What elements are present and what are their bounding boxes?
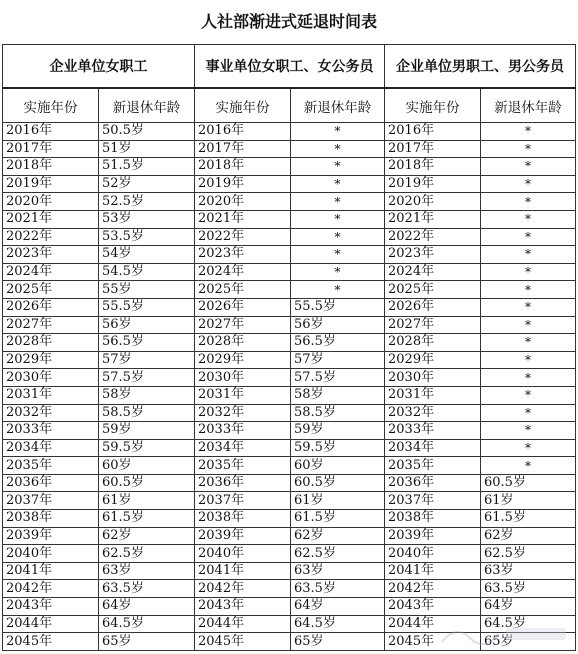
- year-cell: 2018年: [385, 158, 481, 176]
- table-row: [3, 386, 576, 404]
- year-cell: 2044年: [385, 615, 481, 633]
- year-cell: 2019年: [385, 175, 481, 193]
- enterprise-women-age-cell: 51.5岁: [99, 158, 195, 176]
- year-cell: 2033年: [385, 422, 481, 440]
- institution-women-age-cell: 56.5岁: [291, 334, 385, 352]
- year-cell: 2042年: [3, 580, 99, 598]
- enterprise-women-age-cell: 61岁: [99, 492, 195, 510]
- enterprise-women-age-cell: 64岁: [99, 598, 195, 616]
- institution-women-age-cell: 64.5岁: [291, 615, 385, 633]
- institution-women-age-cell: *: [291, 281, 385, 299]
- column-header-age: 新退休年龄: [481, 88, 576, 123]
- enterprise-women-age-cell: 52岁: [99, 175, 195, 193]
- enterprise-women-age-cell: 62岁: [99, 527, 195, 545]
- year-cell: 2023年: [195, 246, 291, 264]
- year-cell: 2017年: [3, 140, 99, 158]
- table-row: [3, 404, 576, 422]
- year-cell: 2026年: [3, 298, 99, 316]
- table-row: [3, 615, 576, 633]
- column-header-year: 实施年份: [195, 88, 291, 123]
- men-age-cell: 62.5岁: [481, 545, 576, 563]
- year-cell: 2025年: [385, 281, 481, 299]
- year-cell: 2039年: [195, 527, 291, 545]
- table-row: [3, 334, 576, 352]
- enterprise-women-age-cell: 64.5岁: [99, 615, 195, 633]
- year-cell: 2034年: [3, 439, 99, 457]
- table-row: [3, 175, 576, 193]
- table-row: [3, 316, 576, 334]
- year-cell: 2021年: [3, 210, 99, 228]
- year-cell: 2034年: [195, 439, 291, 457]
- men-age-cell: *: [481, 123, 576, 141]
- table-row: [3, 422, 576, 440]
- men-age-cell: *: [481, 457, 576, 475]
- year-cell: 2029年: [385, 351, 481, 369]
- year-cell: 2024年: [385, 263, 481, 281]
- men-age-cell: 63岁: [481, 562, 576, 580]
- year-cell: 2019年: [3, 175, 99, 193]
- enterprise-women-age-cell: 54.5岁: [99, 263, 195, 281]
- men-age-cell: *: [481, 158, 576, 176]
- institution-women-age-cell: 57.5岁: [291, 369, 385, 387]
- men-age-cell: 64岁: [481, 598, 576, 616]
- year-cell: 2033年: [195, 422, 291, 440]
- group-header-row: [3, 45, 576, 89]
- year-cell: 2039年: [385, 527, 481, 545]
- enterprise-women-age-cell: 58岁: [99, 386, 195, 404]
- table-row: [3, 298, 576, 316]
- men-age-cell: 64.5岁: [481, 615, 576, 633]
- enterprise-women-age-cell: 54岁: [99, 246, 195, 264]
- institution-women-age-cell: 59岁: [291, 422, 385, 440]
- year-cell: 2041年: [385, 562, 481, 580]
- men-age-cell: 60.5岁: [481, 474, 576, 492]
- institution-women-age-cell: 60岁: [291, 457, 385, 475]
- year-cell: 2016年: [195, 123, 291, 141]
- men-age-cell: *: [481, 316, 576, 334]
- year-cell: 2040年: [385, 545, 481, 563]
- year-cell: 2022年: [3, 228, 99, 246]
- year-cell: 2030年: [195, 369, 291, 387]
- table-row: [3, 474, 576, 492]
- year-cell: 2040年: [3, 545, 99, 563]
- year-cell: 2027年: [385, 316, 481, 334]
- year-cell: 2045年: [385, 633, 481, 651]
- men-age-cell: 62岁: [481, 527, 576, 545]
- year-cell: 2034年: [385, 439, 481, 457]
- year-cell: 2035年: [195, 457, 291, 475]
- year-cell: 2038年: [195, 510, 291, 528]
- institution-women-age-cell: 62岁: [291, 527, 385, 545]
- institution-women-age-cell: *: [291, 228, 385, 246]
- year-cell: 2044年: [3, 615, 99, 633]
- table-row: [3, 545, 576, 563]
- table-row: [3, 580, 576, 598]
- men-age-cell: *: [481, 422, 576, 440]
- men-age-cell: *: [481, 140, 576, 158]
- year-cell: 2025年: [195, 281, 291, 299]
- year-cell: 2032年: [385, 404, 481, 422]
- table-row: [3, 123, 576, 141]
- year-cell: 2017年: [385, 140, 481, 158]
- institution-women-age-cell: 58岁: [291, 386, 385, 404]
- year-cell: 2020年: [385, 193, 481, 211]
- table-row: [3, 439, 576, 457]
- institution-women-age-cell: 60.5岁: [291, 474, 385, 492]
- year-cell: 2028年: [195, 334, 291, 352]
- year-cell: 2022年: [385, 228, 481, 246]
- enterprise-women-age-cell: 58.5岁: [99, 404, 195, 422]
- table-row: [3, 562, 576, 580]
- year-cell: 2020年: [3, 193, 99, 211]
- enterprise-women-age-cell: 53.5岁: [99, 228, 195, 246]
- year-cell: 2030年: [3, 369, 99, 387]
- men-age-cell: 65岁: [481, 633, 576, 651]
- enterprise-women-age-cell: 57.5岁: [99, 369, 195, 387]
- enterprise-women-age-cell: 59.5岁: [99, 439, 195, 457]
- men-age-cell: *: [481, 351, 576, 369]
- institution-women-age-cell: *: [291, 210, 385, 228]
- year-cell: 2043年: [195, 598, 291, 616]
- institution-women-age-cell: 61.5岁: [291, 510, 385, 528]
- column-header-row: [3, 88, 576, 123]
- table-row: [3, 210, 576, 228]
- institution-women-age-cell: 65岁: [291, 633, 385, 651]
- institution-women-age-cell: *: [291, 263, 385, 281]
- enterprise-women-age-cell: 65岁: [99, 633, 195, 651]
- year-cell: 2018年: [3, 158, 99, 176]
- year-cell: 2038年: [385, 510, 481, 528]
- year-cell: 2020年: [195, 193, 291, 211]
- year-cell: 2023年: [3, 246, 99, 264]
- year-cell: 2037年: [3, 492, 99, 510]
- table-row: [3, 263, 576, 281]
- year-cell: 2026年: [195, 298, 291, 316]
- men-age-cell: 61岁: [481, 492, 576, 510]
- column-header-year: 实施年份: [385, 88, 481, 123]
- year-cell: 2018年: [195, 158, 291, 176]
- table-row: [3, 351, 576, 369]
- institution-women-age-cell: *: [291, 193, 385, 211]
- enterprise-women-age-cell: 63岁: [99, 562, 195, 580]
- year-cell: 2030年: [385, 369, 481, 387]
- year-cell: 2045年: [3, 633, 99, 651]
- enterprise-women-age-cell: 53岁: [99, 210, 195, 228]
- men-age-cell: *: [481, 246, 576, 264]
- table-row: [3, 281, 576, 299]
- year-cell: 2028年: [3, 334, 99, 352]
- table-row: [3, 527, 576, 545]
- year-cell: 2031年: [195, 386, 291, 404]
- table-row: [3, 193, 576, 211]
- year-cell: 2028年: [385, 334, 481, 352]
- table-row: [3, 492, 576, 510]
- table-row: [3, 633, 576, 651]
- men-age-cell: *: [481, 263, 576, 281]
- men-age-cell: *: [481, 210, 576, 228]
- men-age-cell: *: [481, 334, 576, 352]
- year-cell: 2040年: [195, 545, 291, 563]
- men-age-cell: *: [481, 193, 576, 211]
- enterprise-women-age-cell: 52.5岁: [99, 193, 195, 211]
- men-age-cell: 61.5岁: [481, 510, 576, 528]
- enterprise-women-age-cell: 60.5岁: [99, 474, 195, 492]
- enterprise-women-age-cell: 57岁: [99, 351, 195, 369]
- enterprise-women-age-cell: 62.5岁: [99, 545, 195, 563]
- table-row: [3, 510, 576, 528]
- year-cell: 2043年: [3, 598, 99, 616]
- year-cell: 2045年: [195, 633, 291, 651]
- year-cell: 2036年: [3, 474, 99, 492]
- institution-women-age-cell: 58.5岁: [291, 404, 385, 422]
- year-cell: 2027年: [3, 316, 99, 334]
- table-title: 人社部渐进式延退时间表: [200, 12, 377, 31]
- column-header-age: 新退休年龄: [291, 88, 385, 123]
- year-cell: 2037年: [385, 492, 481, 510]
- year-cell: 2041年: [3, 562, 99, 580]
- men-age-cell: *: [481, 175, 576, 193]
- year-cell: 2033年: [3, 422, 99, 440]
- institution-women-age-cell: *: [291, 123, 385, 141]
- enterprise-women-age-cell: 61.5岁: [99, 510, 195, 528]
- year-cell: 2031年: [385, 386, 481, 404]
- year-cell: 2029年: [3, 351, 99, 369]
- year-cell: 2044年: [195, 615, 291, 633]
- enterprise-women-age-cell: 63.5岁: [99, 580, 195, 598]
- year-cell: 2036年: [195, 474, 291, 492]
- enterprise-women-age-cell: 60岁: [99, 457, 195, 475]
- institution-women-age-cell: 55.5岁: [291, 298, 385, 316]
- men-age-cell: *: [481, 386, 576, 404]
- men-age-cell: *: [481, 404, 576, 422]
- institution-women-age-cell: *: [291, 158, 385, 176]
- year-cell: 2017年: [195, 140, 291, 158]
- institution-women-age-cell: 62.5岁: [291, 545, 385, 563]
- group-header-institution-women: 事业单位女职工、女公务员: [195, 45, 385, 89]
- institution-women-age-cell: 63.5岁: [291, 580, 385, 598]
- enterprise-women-age-cell: 59岁: [99, 422, 195, 440]
- year-cell: 2022年: [195, 228, 291, 246]
- column-header-age: 新退休年龄: [99, 88, 195, 123]
- column-header-year: 实施年份: [3, 88, 99, 123]
- table-row: [3, 246, 576, 264]
- enterprise-women-age-cell: 56.5岁: [99, 334, 195, 352]
- table-row: [3, 457, 576, 475]
- year-cell: 2041年: [195, 562, 291, 580]
- year-cell: 2026年: [385, 298, 481, 316]
- year-cell: 2032年: [195, 404, 291, 422]
- men-age-cell: *: [481, 369, 576, 387]
- year-cell: 2023年: [385, 246, 481, 264]
- enterprise-women-age-cell: 51岁: [99, 140, 195, 158]
- institution-women-age-cell: 61岁: [291, 492, 385, 510]
- year-cell: 2037年: [195, 492, 291, 510]
- year-cell: 2016年: [3, 123, 99, 141]
- group-header-enterprise-women: 企业单位女职工: [3, 45, 195, 89]
- table-row: [3, 598, 576, 616]
- year-cell: 2042年: [385, 580, 481, 598]
- institution-women-age-cell: 64岁: [291, 598, 385, 616]
- institution-women-age-cell: *: [291, 140, 385, 158]
- year-cell: 2021年: [385, 210, 481, 228]
- enterprise-women-age-cell: 50.5岁: [99, 123, 195, 141]
- men-age-cell: 63.5岁: [481, 580, 576, 598]
- men-age-cell: *: [481, 439, 576, 457]
- group-header-men: 企业单位男职工、男公务员: [385, 45, 576, 89]
- enterprise-women-age-cell: 56岁: [99, 316, 195, 334]
- institution-women-age-cell: *: [291, 175, 385, 193]
- institution-women-age-cell: 63岁: [291, 562, 385, 580]
- year-cell: 2029年: [195, 351, 291, 369]
- table-row: [3, 228, 576, 246]
- men-age-cell: *: [481, 228, 576, 246]
- year-cell: 2027年: [195, 316, 291, 334]
- year-cell: 2043年: [385, 598, 481, 616]
- men-age-cell: *: [481, 298, 576, 316]
- year-cell: 2035年: [385, 457, 481, 475]
- year-cell: 2032年: [3, 404, 99, 422]
- year-cell: 2024年: [3, 263, 99, 281]
- year-cell: 2016年: [385, 123, 481, 141]
- year-cell: 2021年: [195, 210, 291, 228]
- institution-women-age-cell: 57岁: [291, 351, 385, 369]
- table-row: [3, 140, 576, 158]
- table-row: [3, 158, 576, 176]
- institution-women-age-cell: 56岁: [291, 316, 385, 334]
- enterprise-women-age-cell: 55.5岁: [99, 298, 195, 316]
- table-row: [3, 369, 576, 387]
- year-cell: 2036年: [385, 474, 481, 492]
- year-cell: 2025年: [3, 281, 99, 299]
- men-age-cell: *: [481, 281, 576, 299]
- year-cell: 2024年: [195, 263, 291, 281]
- year-cell: 2035年: [3, 457, 99, 475]
- institution-women-age-cell: *: [291, 246, 385, 264]
- year-cell: 2031年: [3, 386, 99, 404]
- retirement-table: [2, 44, 576, 651]
- year-cell: 2019年: [195, 175, 291, 193]
- institution-women-age-cell: 59.5岁: [291, 439, 385, 457]
- enterprise-women-age-cell: 55岁: [99, 281, 195, 299]
- year-cell: 2042年: [195, 580, 291, 598]
- year-cell: 2039年: [3, 527, 99, 545]
- year-cell: 2038年: [3, 510, 99, 528]
